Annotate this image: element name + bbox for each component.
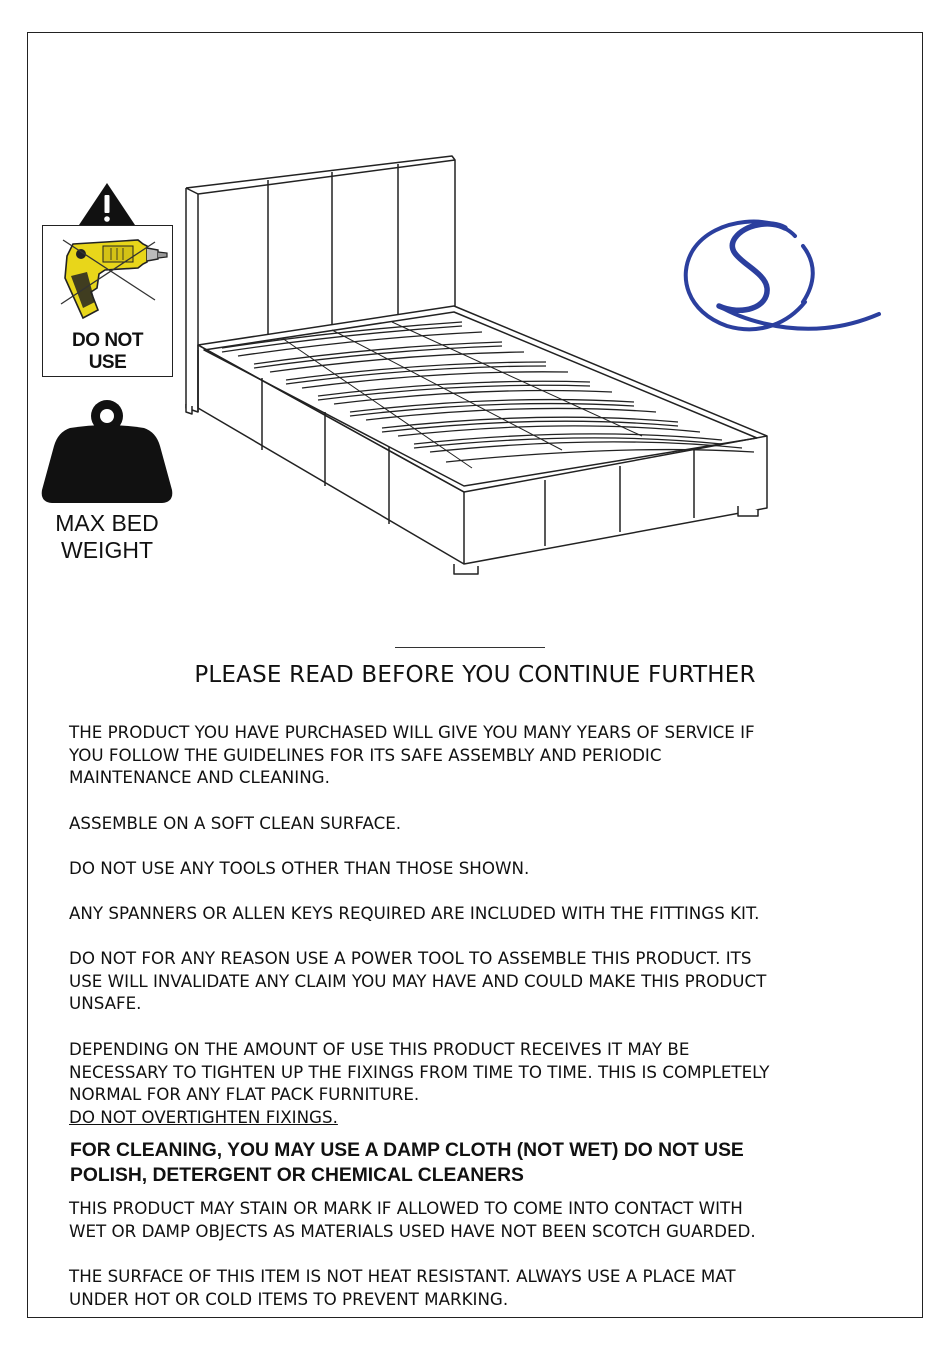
assembly-surface-paragraph: ASSEMBLE ON A SOFT CLEAN SURFACE. (69, 813, 402, 833)
power-tool-line-2: USE WILL INVALIDATE ANY CLAIM YOU MAY HAVE AND COULD MAKE THIS PRODUCT (69, 970, 767, 991)
cleaning-line-1: FOR CLEANING, YOU MAY USE A DAMP CLOTH (NOT WET) DO NOT USE (70, 1140, 744, 1161)
tools-paragraph: DO NOT USE ANY TOOLS OTHER THAN THOSE SHOWN. (69, 858, 530, 878)
maintenance-line-3: NORMAL FOR ANY FLAT PACK FURNITURE. (69, 1084, 420, 1105)
sq-monogram-logo (675, 210, 885, 338)
divider-line (395, 647, 545, 648)
fittings-kit-paragraph: ANY SPANNERS OR ALLEN KEYS REQUIRED ARE INCLUDED WITH THE FITTINGS KIT. (69, 903, 760, 923)
stain-line-2: WET OR DAMP OBJECTS AS MATERIALS USED HAVE NOT BEEN SCOTCH GUARDED. (69, 1220, 756, 1241)
maintenance-line-1: DEPENDING ON THE AMOUNT OF USE THIS PRODUCT RECEIVES IT MAY BE (69, 1039, 690, 1059)
stain-line-1: THIS PRODUCT MAY STAIN OR MARK IF ALLOWED TO COME INTO CONTACT WITH (69, 1198, 743, 1218)
weight-icon (40, 398, 174, 506)
stain-paragraph (69, 1197, 889, 1242)
maintenance-line-2: NECESSARY TO TIGHTEN UP THE FIXINGS FROM TIME TO TIME. THIS IS COMPLETELY (69, 1061, 770, 1082)
weight-label-line1: MAX BED (55, 510, 159, 536)
warning-triangle-icon (78, 182, 136, 226)
cleaning-line-2: POLISH, DETERGENT OR CHEMICAL CLEANERS (70, 1165, 524, 1186)
drill-label-line2: USE (88, 352, 127, 373)
power-tool-line-1: DO NOT FOR ANY REASON USE A POWER TOOL TO ASSEMBLE THIS PRODUCT. ITS (69, 948, 752, 968)
drill-warning-label (43, 330, 172, 374)
heat-resistance-paragraph (69, 1265, 889, 1310)
power-tool-paragraph (69, 947, 889, 1015)
maintenance-paragraph (69, 1038, 889, 1128)
intro-line-1: THE PRODUCT YOU HAVE PURCHASED WILL GIVE YOU MANY YEARS OF SERVICE IF (69, 722, 755, 742)
weight-label-line2: WEIGHT (61, 537, 153, 563)
no-power-tool-warning (42, 225, 173, 377)
max-bed-weight-label (40, 510, 174, 564)
drill-label-line1: DO NOT (72, 330, 143, 351)
overtighten-warning: DO NOT OVERTIGHTEN FIXINGS. (69, 1106, 338, 1127)
intro-paragraph (69, 721, 889, 789)
heat-line-1: THE SURFACE OF THIS ITEM IS NOT HEAT RESISTANT. ALWAYS USE A PLACE MAT (69, 1266, 736, 1286)
heat-line-2: UNDER HOT OR COLD ITEMS TO PREVENT MARKING. (69, 1288, 509, 1309)
power-tool-line-3: UNSAFE. (69, 993, 142, 1014)
intro-line-3: MAINTENANCE AND CLEANING. (69, 767, 330, 788)
page-heading: PLEASE READ BEFORE YOU CONTINUE FURTHER (194, 662, 756, 688)
cleaning-instructions (70, 1138, 890, 1188)
intro-line-2: YOU FOLLOW THE GUIDELINES FOR ITS SAFE ASSEMBLY AND PERIODIC (69, 744, 662, 765)
